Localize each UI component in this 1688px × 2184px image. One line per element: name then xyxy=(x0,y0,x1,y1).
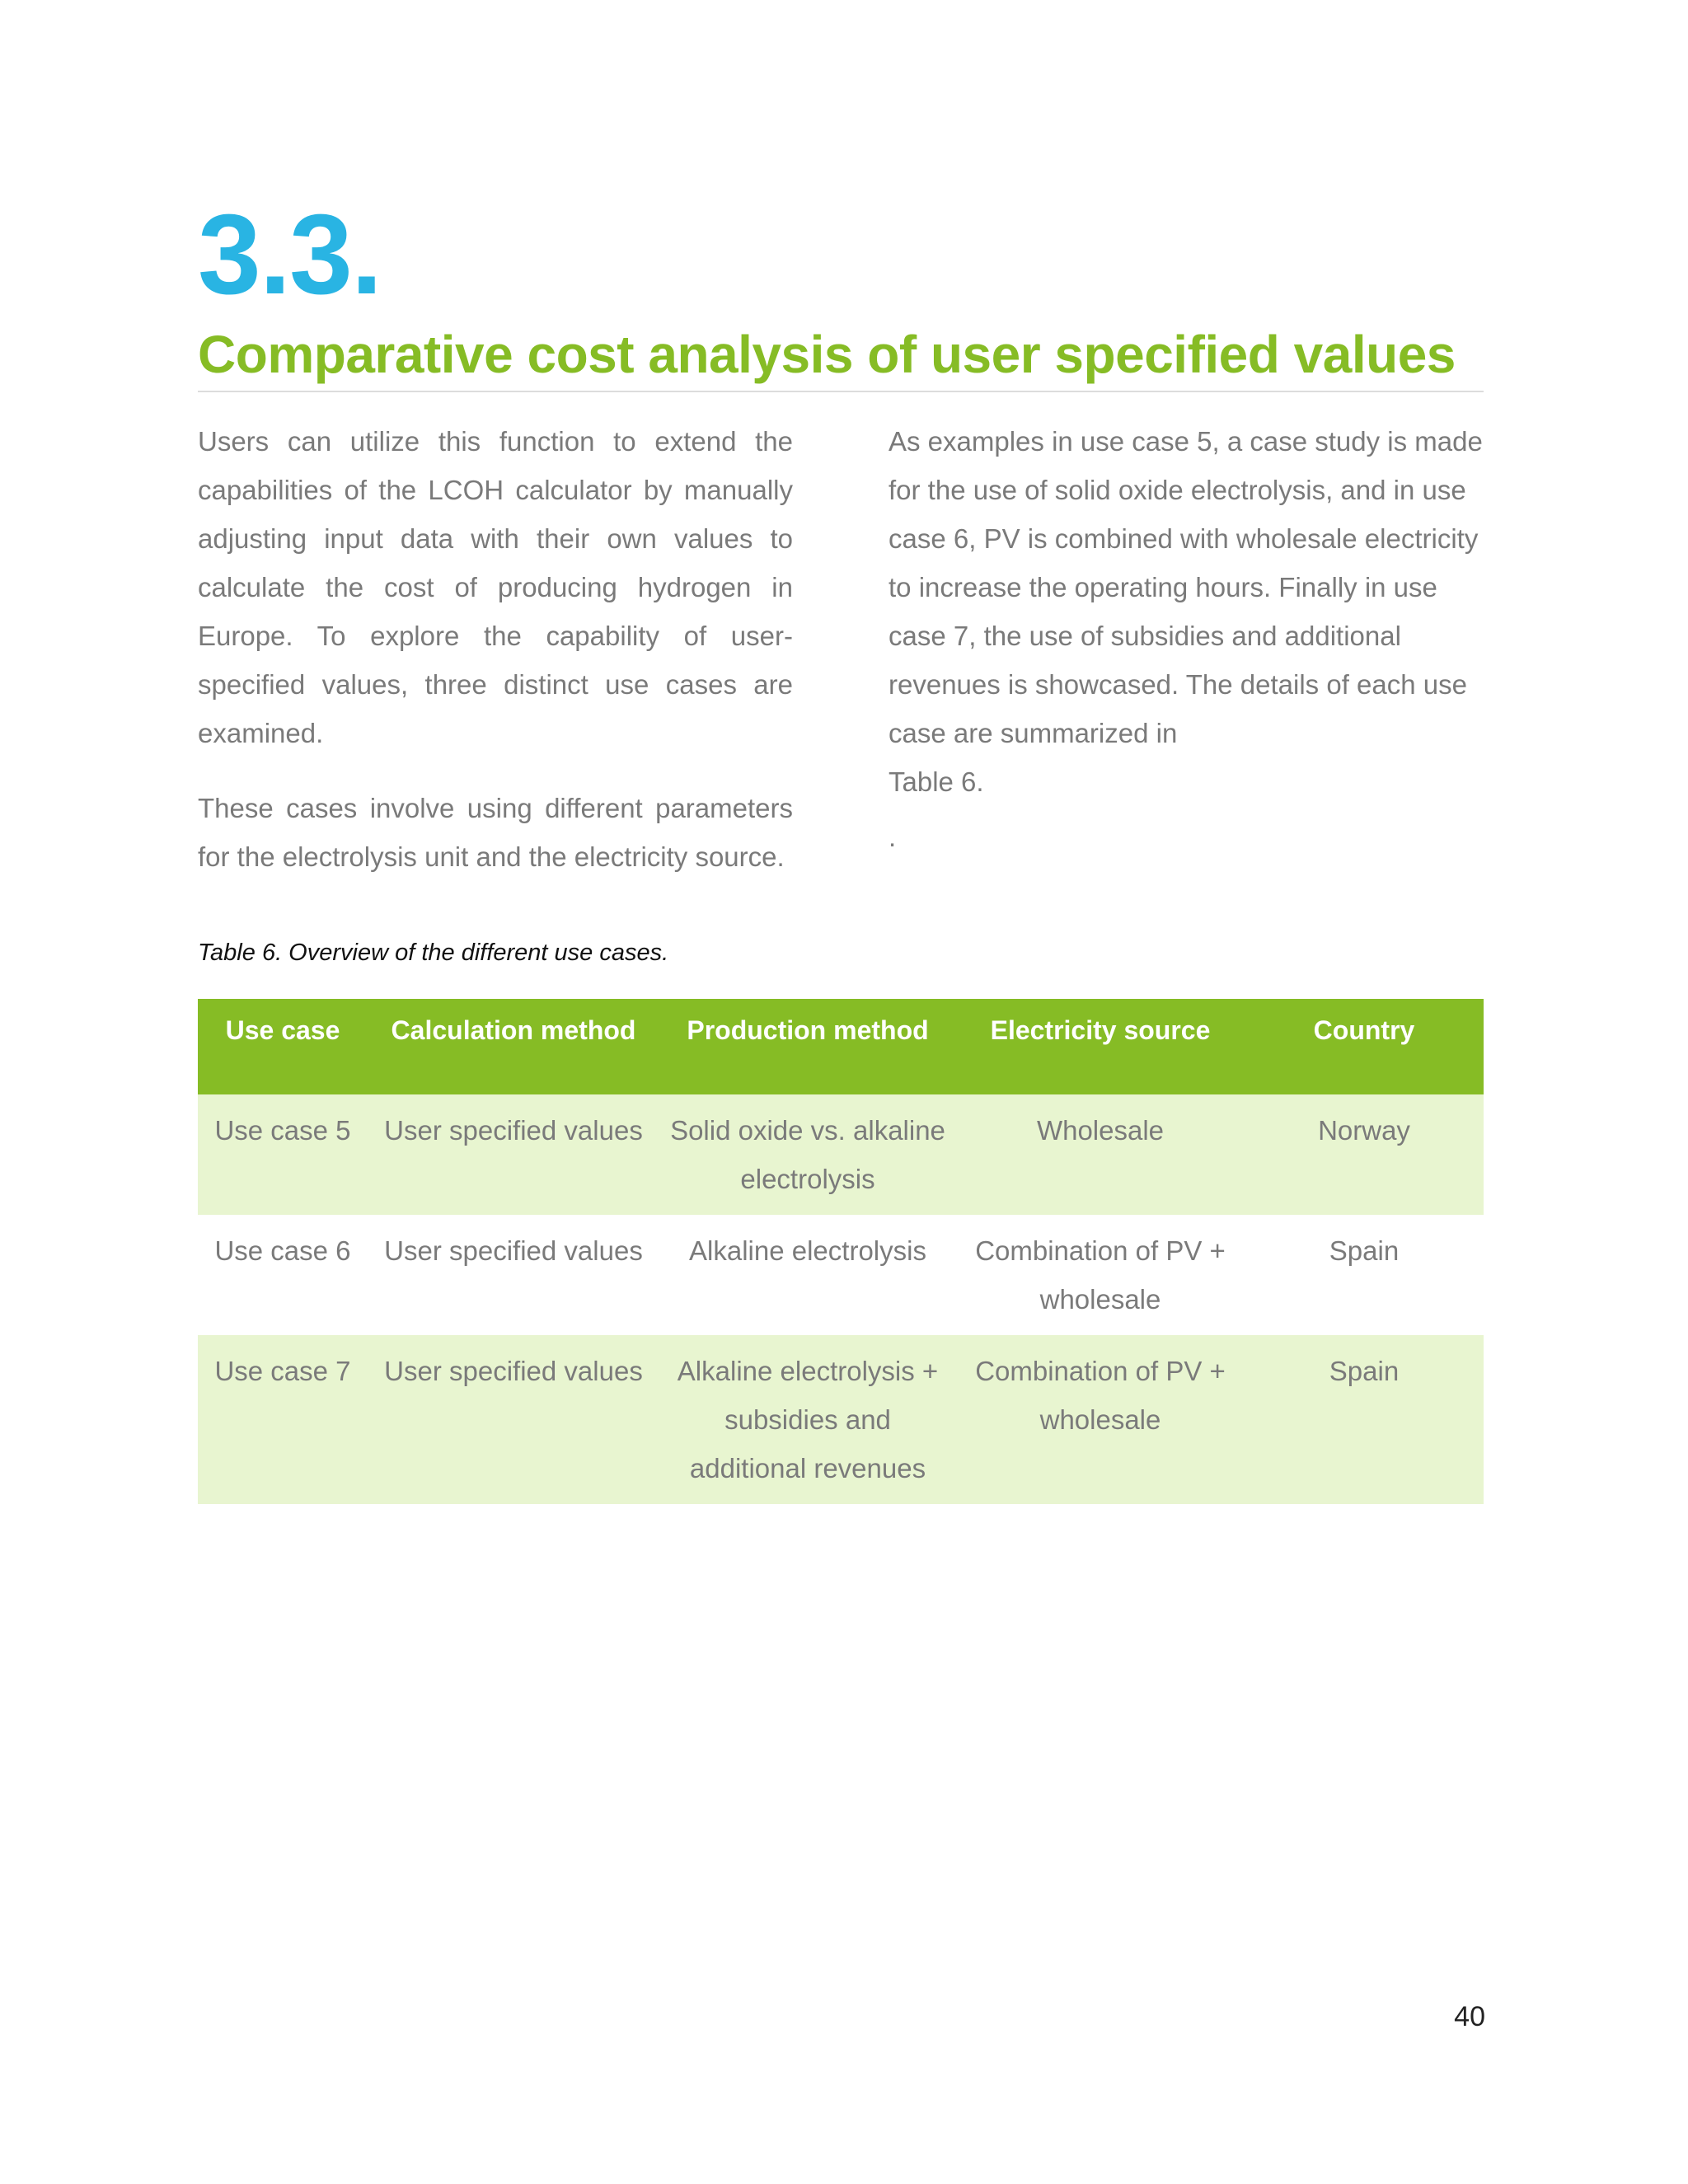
body-column-right xyxy=(889,417,1484,861)
table-cell: Spain xyxy=(1329,1235,1400,1266)
table-cell: Wholesale xyxy=(956,1094,1245,1215)
paragraph: Users can utilize this function to extend the capabilities of the LCOH calculator by manually adjusting input data with their own values to calculate the cost of producing hydrogen in Europe. To explore the capability of user-specified values, three distinct use cases are examined. xyxy=(198,426,793,748)
table-header-production-method: Production method xyxy=(659,999,956,1094)
table-row xyxy=(198,1094,1484,1215)
table-cell: Spain xyxy=(1245,1335,1484,1504)
table-cell: User specified values xyxy=(368,1094,659,1215)
title-divider xyxy=(198,391,1484,392)
page-number: 40 xyxy=(1454,2001,1485,2032)
table-header-calculation-method: Calculation method xyxy=(368,999,659,1094)
table-row xyxy=(198,1215,1484,1335)
stray-period: . xyxy=(889,822,897,852)
table-cell: Use case 6 xyxy=(214,1235,351,1266)
table-cell: Norway xyxy=(1245,1094,1484,1215)
table-cell: Use case 7 xyxy=(198,1335,368,1504)
table-caption: Table 6. Overview of the different use cases. xyxy=(198,940,669,966)
table-reference-link[interactable]: Table 6. xyxy=(889,766,984,797)
table-header-row xyxy=(198,999,1484,1094)
use-cases-table xyxy=(198,999,1484,1504)
table-cell: User specified values xyxy=(384,1235,643,1266)
table-header-use-case: Use case xyxy=(198,999,368,1094)
section-title: Comparative cost analysis of user specified values xyxy=(198,325,1456,384)
table-header-electricity-source: Electricity source xyxy=(956,999,1245,1094)
table-cell: Alkaline electrolysis + subsidies and additional revenues xyxy=(659,1335,956,1504)
section-number: 3.3. xyxy=(198,191,382,318)
table-cell: Alkaline electrolysis xyxy=(689,1235,926,1266)
table-cell: Solid oxide vs. alkaline electrolysis xyxy=(659,1094,956,1215)
table-cell: Combination of PV + wholesale xyxy=(956,1335,1245,1504)
body-column-left xyxy=(198,417,793,881)
paragraph: These cases involve using different parameters for the electrolysis unit and the electricity source. xyxy=(198,793,793,872)
table-header-country: Country xyxy=(1245,999,1484,1094)
table-cell: Use case 5 xyxy=(198,1094,368,1215)
table-cell: User specified values xyxy=(368,1335,659,1504)
table-row xyxy=(198,1335,1484,1504)
paragraph: As examples in use case 5, a case study is made for the use of solid oxide electrolysis, and in use case 6, PV is combined with wholesale electricity to increase the operating hours. Finally in use case 7, the use of subsidies and additional revenues is showcased. The details of each use case are summarized in xyxy=(889,426,1483,748)
table-cell: Combination of PV + wholesale xyxy=(975,1235,1226,1315)
